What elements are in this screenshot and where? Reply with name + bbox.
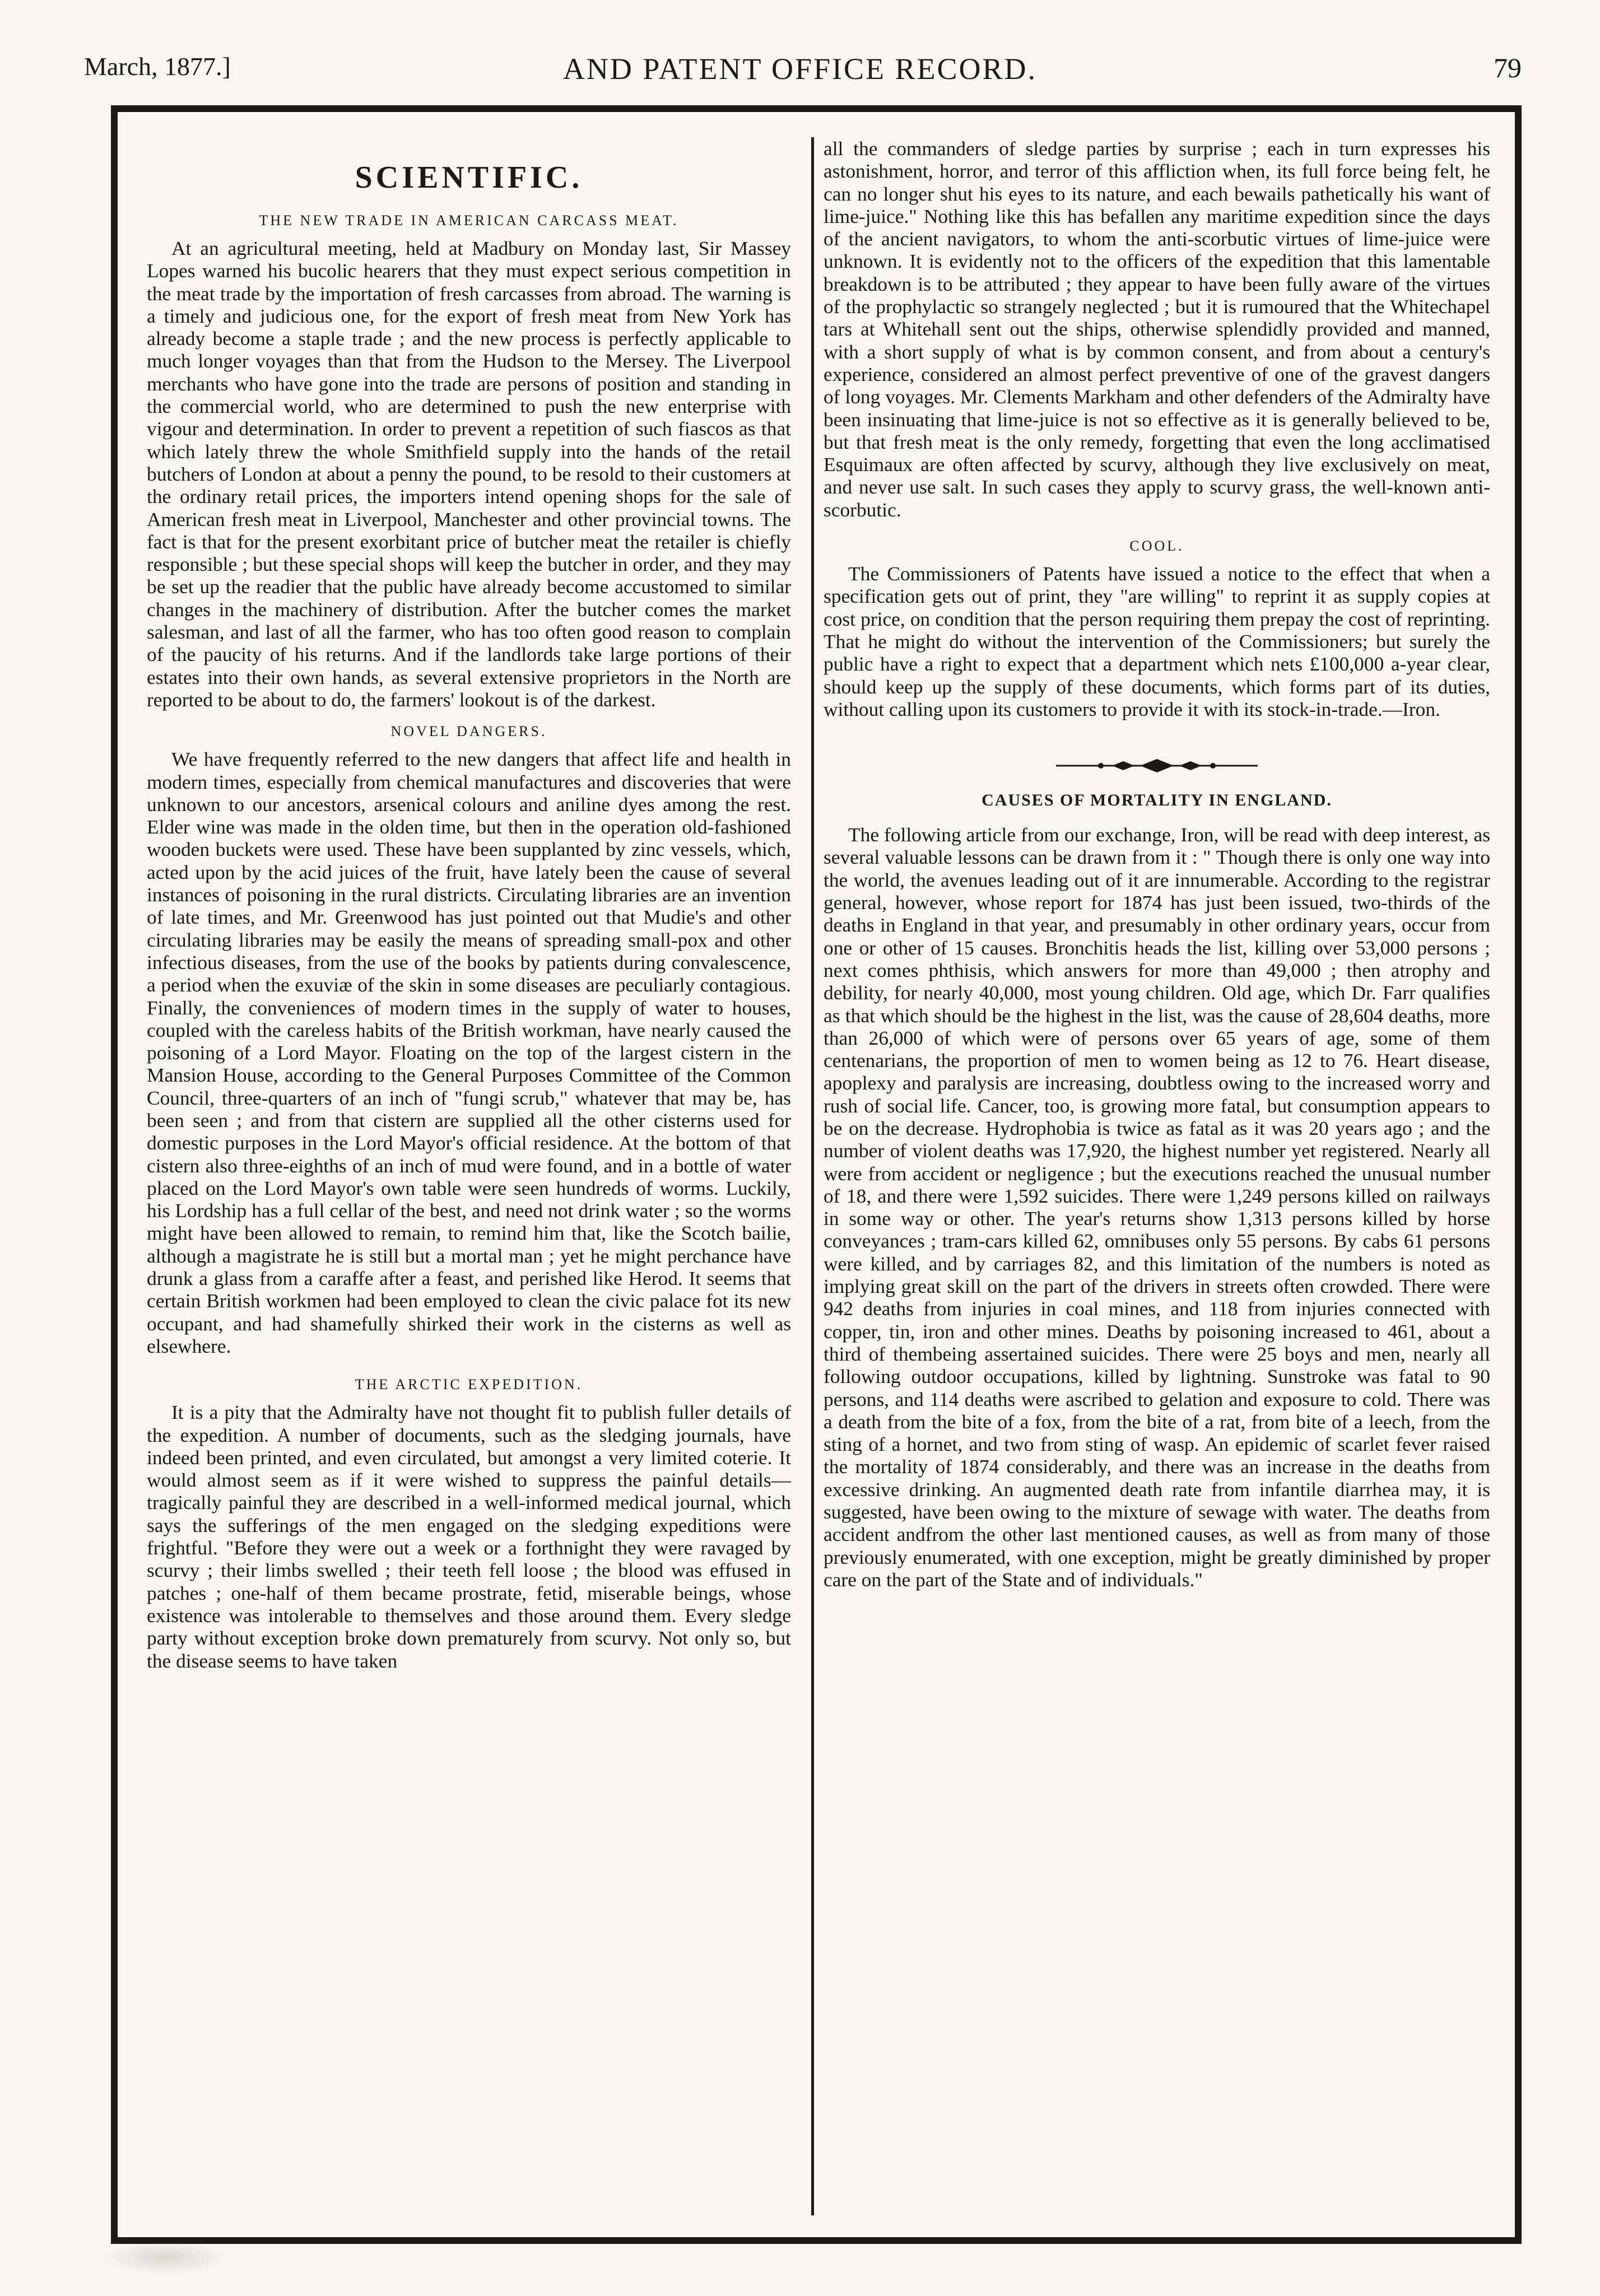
issue-date: March, 1877.] [84,52,231,81]
article-paragraph: We have frequently referred to the new dangers that affect life and health in modern times, especially from chemical manufactures and discoveries that were unknown to our ancestors, arsenical colours and aniline dyes among the rest. Elder wine was made in the olden time, but then in the operation old-fashioned wooden buckets were used. These have been supplanted by zinc vessels, which, acted upon by the acid juices of the fruit, have lately been the cause of several instances of poisoning in the rural districts. Circulating libraries are an invention of late times, and Mr. Greenwood has just pointed out that Mudie's and other circulating libraries may be easily the means of spreading small-pox and other infectious diseases, from the use of the books by patients during convalescence, a period when the exuviæ of the skin in some diseases are peculiarly contagious. Finally, the conveniences of modern times in the supply of water to houses, coupled with the careless habits of the British workman, have nearly caused the poisoning of a Lord Mayor. Floating on the top of the largest cistern in the Mansion House, according to the General Purposes Committee of the Common Council, three-quarters of an inch of "fungi scrub," whatever that may be, has been seen ; and from that cistern are supplied all the other cisterns used for domestic purposes in the Lord Mayor's official residence. At the bottom of that cistern also three-eighths of an inch of mud were found, and in a bottle of water placed on the Lord Mayor's own table were seen hundreds of worms. Luckily, his Lordship has a full cellar of the best, and need not drink water ; so the worms might have been allowed to remain, to remind him that, like the Scotch bailie, although a magistrate he is still but a mortal man ; yet he might perchance have drunk a glass from a caraffe after a feast, and perished like Herod. It seems that certain British workmen had been employed to clean the civic palace fot its new occupant, and had shamefully shirked their work in the cisterns as well as elsewhere. [147,748,791,1357]
article-paragraph: It is a pity that the Admiralty have not thought fit to publish fuller details of the expedition. A number of documents, such as the sledging journals, have indeed been printed, and even circulated, but amongst a very limited coterie. It would almost seem as if it were wished to suppress the painful details—tragically painful they are described in a well-informed medical journal, which says the sufferings of the men engaged on the sledging expeditions were frightful. "Before they were out a week or a forthnight they were ravaged by scurvy ; their limbs swelled ; their teeth fell loose ; the blood was effused in patches ; one-half of them became prostrate, fetid, miserable beings, whose existence was intolerable to themselves and those around them. Every sledge party without exception broke down prematurely from scurvy. Not only so, but the disease seems to have taken [147,1401,791,1672]
column-rule [811,137,814,2215]
article-heading: NOVEL DANGERS. [390,723,547,740]
right-column [824,137,1490,1591]
article-paragraph: At an agricultural meeting, held at Madbury on Monday last, Sir Massey Lopes warned his bucolic hearers that they must expect serious competition in the meat trade by the importation of fresh carcasses from abroad. The warning is a timely and judicious one, for the export of fresh meat from New York has already become a staple trade ; and the new process is perfectly applicable to much longer voyages than that from the Hudson to the Mersey. The Liverpool merchants who have gone into the trade are persons of position and standing in the commercial world, who are determined to push the new enterprise with vigour and determination. In order to prevent a repetition of such fiascos as that which lately threw the whole Smithfield supply into the hands of the retail butchers of London at about a penny the pound, to be resold to their customers at the ordinary retail prices, the importers intend opening shops for the sale of American fresh meat in Liverpool, Manchester and other provincial towns. The fact is that for the present exorbitant price of butcher meat the retailer is chiefly responsible ; but these special shops will keep the butcher in order, and they may be set up the readier that the public have already become accustomed to similar changes in the machinery of distribution. After the butcher comes the market salesman, and last of all the farmer, who has too often good reason to complain of the paucity of his returns. And if the landlords take large portions of their estates into their own hands, as several extensive proprietors in the North are reported to be about to do, the farmers' lookout is of the darkest. [147,237,791,711]
left-column [147,137,791,1672]
running-header [0,52,1600,96]
article-heading: COOL. [1129,538,1184,555]
ornamental-divider [1045,757,1269,774]
section-heading: SCIENTIFIC. [355,160,583,195]
article-paragraph: The following article from our exchange, Iron, will be read with deep interest, as several valuable lessons can be drawn from it : " Though there is only one way into the world, the avenues leading out of it are innumerable. According to the registrar general, however, whose report for 1874 has just been issued, two-thirds of the deaths in England in that year, and presumably in other ordinary years, occur from one or other of 15 causes. Bronchitis heads the list, killing over 53,000 persons ; next comes phthisis, which answers for more than 49,000 ; then atrophy and debility, for nearly 40,000, most young children. Old age, which Dr. Farr qualifies as that which should be the highest in the list, was the cause of 28,604 deaths, more than 26,000 of which were of persons over 65 years of age, some of them centenarians, the proportion of men to women being as 12 to 76. Heart disease, apoplexy and paralysis are increasing, doubtless owing to the increased worry and rush of social life. Cancer, too, is growing more fatal, but consumption appears to be on the decrease. Hydrophobia is twice as fatal as it was 20 years ago ; and the number of violent deaths was 17,920, the highest number yet registered. Nearly all were from accident or negligence ; but the executions reached the unusual number of 18, and there were 1,592 suicides. There were 1,249 persons killed on railways in some way or other. The year's returns show 1,313 persons killed by horse conveyances ; tram-cars killed 62, omnibuses only 55 persons. By cabs 61 persons were killed, and by carriages 82, and this limitation of the numbers is noted as implying great skill on the part of the drivers in streets often crowded. There were 942 deaths from injuries in coal mines, and 118 from injuries connected with copper, tin, iron and other mines. Deaths by poisoning increased to 461, about a third of thembeing assertained suicides. There were 25 boys and men, nearly all following outdoor occupations, killed by lightning. Sunstroke was fatal to 90 persons, and 114 deaths were ascribed to gelation and exposure to cold. There was a death from the bite of a fox, from the bite of a rat, from bite of a leech, from the sting of a hornet, and two from sting of wasp. An epidemic of scarlet fever raised the mortality of 1874 considerably, and there was an increase in the deaths from excessive drinking. An augmented death rate from infantile diarrhea may, it is suggested, have been owing to the mixture of sewage with water. The deaths from accident andfrom the other last mentioned causes, as well as from many of those previously enumerated, with one exception, might be greatly diminished by proper care on the part of the State and of individuals." [824,823,1490,1591]
article-paragraph: all the commanders of sledge parties by surprise ; each in turn expresses his astonishment, horror, and terror of this affliction when, its full force being felt, he can no longer shut his eyes to its nature, and each bewails pathetically his want of lime-juice." Nothing like this has befallen any maritime expedition since the days of the ancient navigators, to whom the anti-scorbutic virtues of lime-juice were unknown. It is evidently not to the officers of the expedition that this lamentable breakdown is to be attributed ; they appear to have been fully aware of the virtues of the prophylactic so strangely neglected ; but it is rumoured that the Whitechapel tars at Whitehall sent out the ships, otherwise splendidly provided and manned, with a short supply of what is by common consent, and from about a century's experience, considered an almost perfect preventive of one of the gravest dangers of long voyages. Mr. Clements Markham and other defenders of the Admiralty have been insinuating that lime-juice is not so effective as it is generally believed to be, but that fresh meat is the only remedy, forgetting that even the long acclimatised Esquimaux are often affected by scurvy, although they live exclusively on meat, and never use salt. In such cases they apply to scurvy grass, the well-known anti-scorbutic. [824,137,1490,521]
paper-stain [104,2241,227,2274]
article-heading: CAUSES OF MORTALITY IN ENGLAND. [982,791,1332,810]
journal-title: AND PATENT OFFICE RECORD. [562,52,1038,86]
page-number: 79 [1494,52,1522,83]
article-heading: THE NEW TRADE IN AMERICAN CARCASS MEAT. [259,212,679,229]
article-paragraph: The Commissioners of Patents have issued a notice to the effect that when a specification gets out of print, they "are willing" to reprint it as supply copies at cost price, on condition that the person requiring them prepay the cost of reprinting. That he might do without the intervention of the Commissioners; but surely the public have a right to expect that a department which nets £100,000 a-year clear, should keep up the supply of these documents, which forms part of its duties, without calling upon its customers to provide it with its stock-in-trade.—Iron. [824,562,1490,720]
article-heading: THE ARCTIC EXPEDITION. [355,1376,583,1393]
